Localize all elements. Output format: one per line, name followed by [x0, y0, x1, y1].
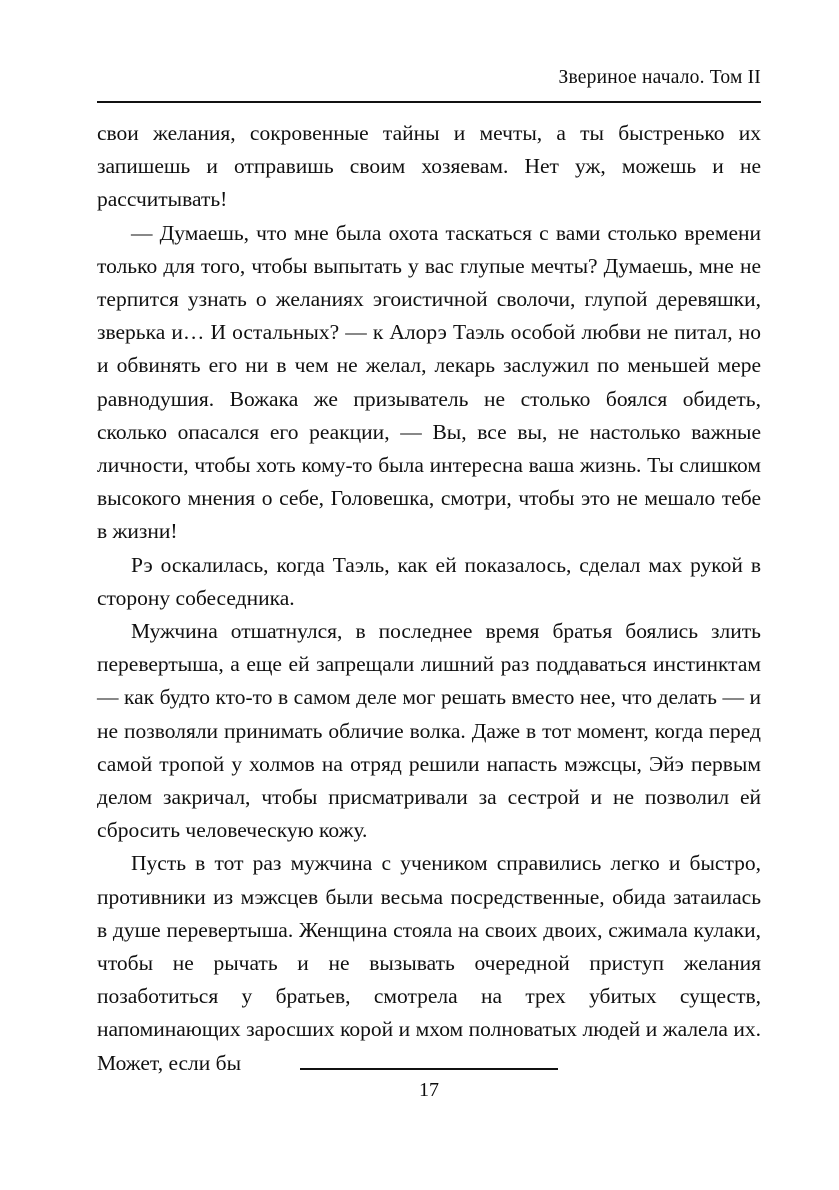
page-number: 17: [419, 1078, 439, 1101]
body-text: [97, 117, 761, 1080]
paragraph: Пусть в тот раз мужчина с учеником справились легко и быстро, противники из мэжсцев были весьма посредственные, обида затаилась в душе перевертыша. Женщина стояла на своих двоих, сжимала кулаки, чтобы не рычать и не вызывать очередной приступ желания позаботиться у братьев, смотрела на трех убитых существ, напоминающих заросших корой и мхом полноватых людей и жалела их. Может, если бы: [97, 851, 761, 1075]
page-footer: [97, 1068, 761, 1101]
paragraph: свои желания, сокровенные тайны и мечты, а ты быстренько их запишешь и отправишь своим хозяевам. Нет уж, можешь и не рассчитывать!: [97, 121, 761, 212]
running-head-title: Звериное начало. Том II: [558, 67, 761, 88]
footer-divider: [300, 1068, 558, 1070]
header-divider: [97, 101, 761, 103]
paragraph: Рэ оскалилась, когда Таэль, как ей показалось, сделал мах рукой в сторону собеседника.: [97, 552, 761, 610]
running-head: [97, 68, 761, 88]
paragraph: Мужчина отшатнулся, в последнее время братья боялись злить перевертыша, а еще ей запрещали лишний раз поддаваться инстинктам — как будто кто-то в самом деле мог решать вместо нее, что делать — и не позволяли принимать обличие волка. Даже в тот момент, когда перед самой тропой у холмов на отряд решили напасть мэжсцы, Эйэ первым делом закричал, чтобы присматривали за сестрой и не позволил ей сбросить человеческую кожу.: [97, 619, 761, 843]
paragraph: — Думаешь, что мне была охота таскаться с вами столько времени только для того, чтобы выпытать у вас глупые мечты? Думаешь, мне не терпится узнать о желаниях эгоистичной сволочи, глупой деревяшки, зверька и… И остальных? — к Алорэ Таэль особой любви не питал, но и обвинять его ни в чем не желал, лекарь заслужил по меньшей мере равнодушия. Вожака же призыватель не столько боялся обидеть, сколько опасался его реакции, — Вы, все вы, не настолько важные личности, чтобы хоть кому-то была интересна ваша жизнь. Ты слишком высокого мнения о себе, Головешка, смотри, чтобы это не мешало тебе в жизни!: [97, 220, 761, 544]
page-content: [97, 0, 761, 1190]
